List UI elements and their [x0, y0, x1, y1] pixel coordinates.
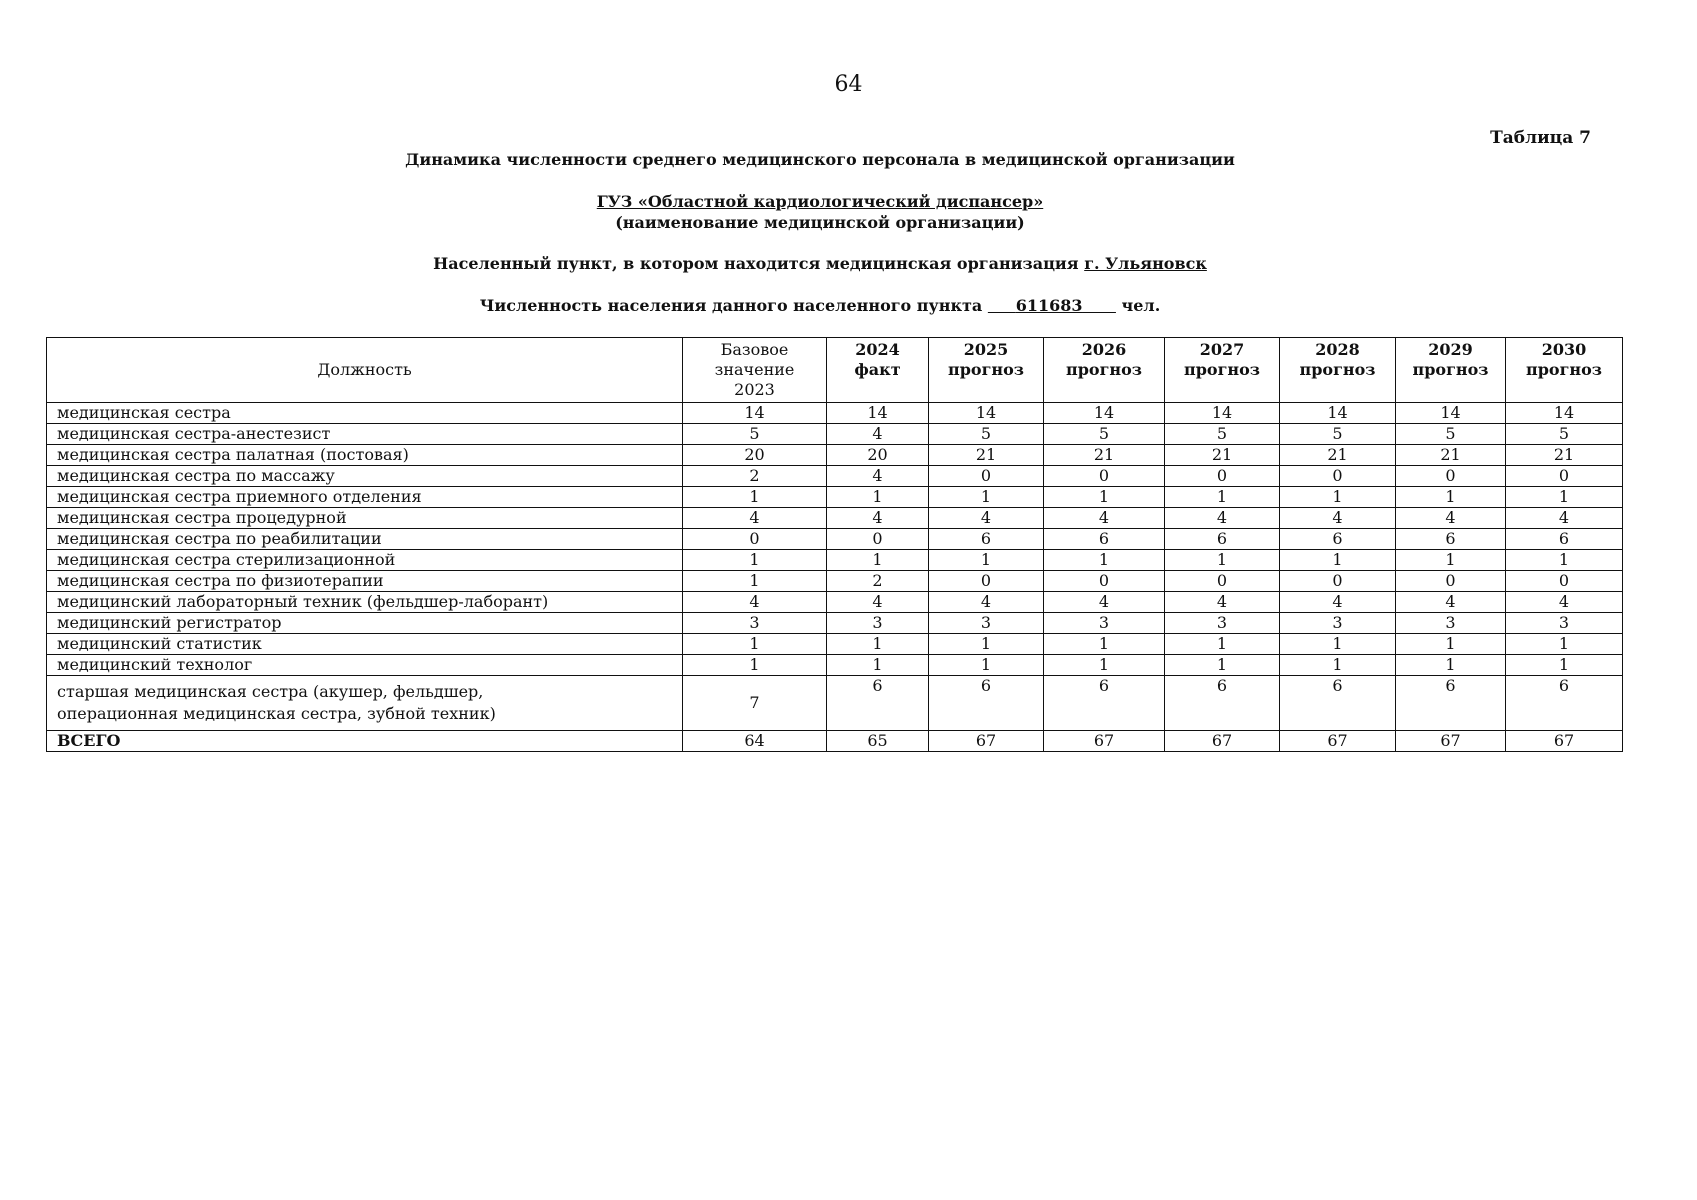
- table-row: [47, 403, 1623, 424]
- value-cell: 1: [1396, 634, 1506, 655]
- value-cell: 1: [1165, 655, 1280, 676]
- value-cell: 1: [683, 550, 827, 571]
- value-cell: 21: [1396, 445, 1506, 466]
- value-cell: 2: [827, 571, 929, 592]
- value-cell: 0: [1280, 571, 1396, 592]
- value-cell: 6: [1280, 676, 1396, 731]
- position-cell: медицинский технолог: [47, 655, 683, 676]
- value-cell: 6: [1396, 529, 1506, 550]
- table-row: [47, 529, 1623, 550]
- value-cell: 3: [1396, 613, 1506, 634]
- value-cell: 14: [1044, 403, 1165, 424]
- value-cell: 5: [1506, 424, 1623, 445]
- organization-caption: (наименование медицинской организации): [615, 213, 1025, 232]
- year-label: 2025: [963, 340, 1009, 359]
- population-unit: чел.: [1121, 296, 1161, 315]
- value-cell: 3: [827, 613, 929, 634]
- value-cell: 6: [1280, 529, 1396, 550]
- value-cell: 6: [827, 676, 929, 731]
- position-cell: медицинский лабораторный техник (фельдшер-лаборант): [47, 592, 683, 613]
- position-cell: медицинская сестра приемного отделения: [47, 487, 683, 508]
- page-number: 64: [834, 72, 863, 97]
- value-cell: 1: [1506, 634, 1623, 655]
- year-label: 2030: [1541, 340, 1587, 359]
- value-cell: 4: [1165, 592, 1280, 613]
- table-body: [47, 403, 1623, 752]
- value-cell: 14: [827, 403, 929, 424]
- value-cell: 0: [1165, 466, 1280, 487]
- value-cell: 5: [1280, 424, 1396, 445]
- value-cell: 1: [1506, 655, 1623, 676]
- value-cell: 4: [1396, 508, 1506, 529]
- value-cell: 0: [683, 529, 827, 550]
- value-cell: 4: [1044, 508, 1165, 529]
- value-cell: 14: [1165, 403, 1280, 424]
- value-cell: 1: [1165, 634, 1280, 655]
- value-cell: 1: [1506, 487, 1623, 508]
- position-cell: медицинская сестра стерилизационной: [47, 550, 683, 571]
- value-cell: 1: [929, 655, 1044, 676]
- value-cell: 0: [1506, 571, 1623, 592]
- value-cell: 6: [1044, 529, 1165, 550]
- value-cell: 0: [1280, 466, 1396, 487]
- total-value-cell: 67: [929, 731, 1044, 752]
- value-cell: 1: [1396, 655, 1506, 676]
- table-row: [47, 508, 1623, 529]
- value-cell: 0: [827, 529, 929, 550]
- locality-line: [0, 254, 1640, 273]
- position-cell: [47, 676, 683, 731]
- value-cell: 4: [1506, 508, 1623, 529]
- value-cell: 0: [1044, 571, 1165, 592]
- year-note: прогноз: [1526, 360, 1602, 379]
- value-cell: 0: [1396, 571, 1506, 592]
- value-cell: 6: [1506, 529, 1623, 550]
- table-label: Таблица 7: [1490, 128, 1591, 148]
- year-label: 2027: [1199, 340, 1245, 359]
- value-cell: 14: [683, 403, 827, 424]
- value-cell: 6: [1165, 529, 1280, 550]
- position-cell: медицинская сестра-анестезист: [47, 424, 683, 445]
- position-cell: медицинская сестра: [47, 403, 683, 424]
- year-note: прогноз: [1184, 360, 1260, 379]
- value-cell: 14: [929, 403, 1044, 424]
- year-header-2024: [827, 338, 929, 403]
- value-cell: 5: [1396, 424, 1506, 445]
- value-cell: 4: [1165, 508, 1280, 529]
- value-cell: 2: [683, 466, 827, 487]
- value-cell: 4: [683, 508, 827, 529]
- value-cell: 1: [1396, 550, 1506, 571]
- value-cell: 4: [1044, 592, 1165, 613]
- value-cell: 6: [1165, 676, 1280, 731]
- value-cell: 4: [827, 592, 929, 613]
- value-cell: 5: [1044, 424, 1165, 445]
- value-cell: 1: [929, 634, 1044, 655]
- total-label: ВСЕГО: [47, 731, 683, 752]
- value-cell: 4: [1396, 592, 1506, 613]
- value-cell: 0: [929, 571, 1044, 592]
- population-label: Численность населения данного населенного пункта: [479, 296, 983, 315]
- table-row: [47, 487, 1623, 508]
- value-cell: 6: [929, 529, 1044, 550]
- value-cell: 4: [827, 466, 929, 487]
- value-cell: 3: [1506, 613, 1623, 634]
- value-cell: 4: [1280, 508, 1396, 529]
- document-title: Динамика численности среднего медицинского персонала в медицинской организации: [405, 150, 1235, 169]
- value-cell: 5: [683, 424, 827, 445]
- base-value-header: [683, 338, 827, 403]
- value-cell: 5: [1165, 424, 1280, 445]
- year-note: факт: [854, 360, 901, 379]
- value-cell: 1: [1506, 550, 1623, 571]
- value-cell: 20: [683, 445, 827, 466]
- year-note: прогноз: [948, 360, 1024, 379]
- value-cell: 21: [1506, 445, 1623, 466]
- table-row: [47, 466, 1623, 487]
- position-line: старшая медицинская сестра (акушер, фельдшер,: [57, 682, 484, 701]
- value-cell: 0: [1506, 466, 1623, 487]
- year-label: 2029: [1428, 340, 1473, 359]
- year-header-2029: [1396, 338, 1506, 403]
- locality-label: Населенный пункт, в котором находится медицинская организация: [433, 254, 1079, 273]
- year-header-2026: [1044, 338, 1165, 403]
- base-header-line: 2023: [734, 380, 775, 399]
- table-row: [47, 571, 1623, 592]
- value-cell: 1: [1280, 487, 1396, 508]
- value-cell: 1: [1044, 487, 1165, 508]
- value-cell: 3: [683, 613, 827, 634]
- value-cell: 0: [929, 466, 1044, 487]
- value-cell: 6: [1044, 676, 1165, 731]
- year-note: прогноз: [1299, 360, 1376, 379]
- value-cell: 1: [827, 655, 929, 676]
- value-cell: 21: [1165, 445, 1280, 466]
- year-note: прогноз: [1412, 360, 1489, 379]
- population-number: 611683: [1015, 296, 1083, 315]
- value-cell: 14: [1280, 403, 1396, 424]
- value-cell: 1: [1280, 655, 1396, 676]
- value-cell: 1: [929, 550, 1044, 571]
- population-value: [988, 296, 1116, 315]
- value-cell: 1: [827, 550, 929, 571]
- total-row: [47, 731, 1623, 752]
- value-cell: 1: [1280, 550, 1396, 571]
- value-cell: 4: [1280, 592, 1396, 613]
- organization-name-line: [0, 192, 1640, 211]
- year-header-2030: [1506, 338, 1623, 403]
- value-cell: 4: [683, 592, 827, 613]
- value-cell: 14: [1396, 403, 1506, 424]
- value-cell: 1: [827, 634, 929, 655]
- value-cell: 3: [1280, 613, 1396, 634]
- total-value-cell: 67: [1396, 731, 1506, 752]
- value-cell: 4: [929, 592, 1044, 613]
- year-label: 2028: [1315, 340, 1360, 359]
- year-label: 2026: [1081, 340, 1127, 359]
- population-line: [0, 296, 1640, 315]
- value-cell: 1: [1044, 634, 1165, 655]
- value-cell: 21: [1044, 445, 1165, 466]
- total-value-cell: 67: [1165, 731, 1280, 752]
- value-cell: 6: [1396, 676, 1506, 731]
- year-label: 2024: [855, 340, 900, 359]
- position-header: Должность: [47, 338, 683, 403]
- value-cell: 1: [1044, 655, 1165, 676]
- locality-value: г. Ульяновск: [1084, 254, 1207, 273]
- value-cell: 1: [1396, 487, 1506, 508]
- value-cell: 5: [929, 424, 1044, 445]
- table-row: [47, 445, 1623, 466]
- value-cell: 21: [929, 445, 1044, 466]
- position-line: операционная медицинская сестра, зубной техник): [57, 704, 496, 723]
- value-cell: 1: [1280, 634, 1396, 655]
- total-value-cell: 67: [1280, 731, 1396, 752]
- position-cell: медицинский регистратор: [47, 613, 683, 634]
- position-cell: медицинская сестра по реабилитации: [47, 529, 683, 550]
- value-cell: 0: [1044, 466, 1165, 487]
- value-cell: 21: [1280, 445, 1396, 466]
- position-cell: медицинская сестра по физиотерапии: [47, 571, 683, 592]
- position-cell: медицинская сестра по массажу: [47, 466, 683, 487]
- total-value-cell: 67: [1044, 731, 1165, 752]
- position-cell: медицинский статистик: [47, 634, 683, 655]
- table-row: [47, 634, 1623, 655]
- total-value-cell: 65: [827, 731, 929, 752]
- value-cell: 20: [827, 445, 929, 466]
- value-cell: 4: [1506, 592, 1623, 613]
- staff-dynamics-table: [46, 337, 1623, 752]
- year-header-2028: [1280, 338, 1396, 403]
- base-header-line: Базовое: [720, 340, 789, 359]
- table-row: [47, 676, 1623, 731]
- value-cell: 7: [683, 676, 827, 731]
- year-note: прогноз: [1066, 360, 1142, 379]
- table-header-row: [47, 338, 1623, 403]
- value-cell: 3: [1044, 613, 1165, 634]
- value-cell: 1: [683, 634, 827, 655]
- value-cell: 6: [1506, 676, 1623, 731]
- table-row: [47, 550, 1623, 571]
- year-header-2027: [1165, 338, 1280, 403]
- value-cell: 1: [1165, 487, 1280, 508]
- position-cell: медицинская сестра процедурной: [47, 508, 683, 529]
- table-row: [47, 592, 1623, 613]
- table-row: [47, 424, 1623, 445]
- value-cell: 1: [683, 487, 827, 508]
- value-cell: 1: [1044, 550, 1165, 571]
- table-row: [47, 613, 1623, 634]
- value-cell: 3: [1165, 613, 1280, 634]
- total-value-cell: 64: [683, 731, 827, 752]
- value-cell: 0: [1165, 571, 1280, 592]
- value-cell: 1: [929, 487, 1044, 508]
- value-cell: 4: [827, 508, 929, 529]
- value-cell: 0: [1396, 466, 1506, 487]
- table-row: [47, 655, 1623, 676]
- value-cell: 14: [1506, 403, 1623, 424]
- value-cell: 4: [827, 424, 929, 445]
- value-cell: 6: [929, 676, 1044, 731]
- value-cell: 1: [683, 655, 827, 676]
- base-header-line: значение: [714, 360, 795, 379]
- value-cell: 4: [929, 508, 1044, 529]
- value-cell: 1: [683, 571, 827, 592]
- value-cell: 1: [1165, 550, 1280, 571]
- value-cell: 3: [929, 613, 1044, 634]
- total-value-cell: 67: [1506, 731, 1623, 752]
- organization-name: ГУЗ «Областной кардиологический диспансер»: [596, 192, 1044, 211]
- year-header-2025: [929, 338, 1044, 403]
- position-cell: медицинская сестра палатная (постовая): [47, 445, 683, 466]
- value-cell: 1: [827, 487, 929, 508]
